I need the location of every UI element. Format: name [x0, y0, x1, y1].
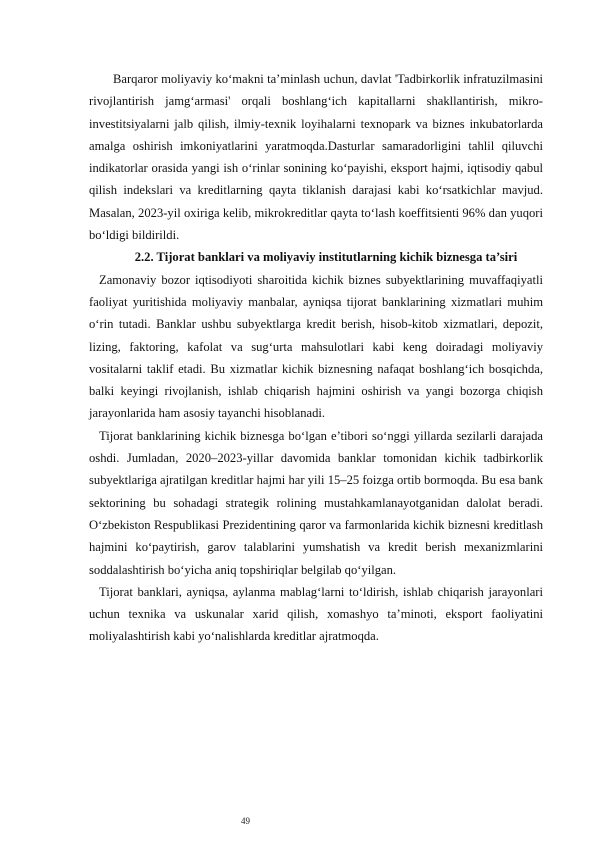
paragraph-bank-services: Zamonaviy bozor iqtisodiyoti sharoitida kichik biznes subyektlarining muvaffaqiyatli faoliyat yuritishida moliyaviy manbalar, ayniqsa tijorat banklarining xizmatlari muhim o‘rin tutadi. Banklar ushbu subyektlarga kredit berish, hisob-kitob xizmatlari, depozit, lizing, faktoring, kafolat va sug‘urta mahsulotlari kabi keng doiradagi moliyaviy vositalarni taklif etadi. Bu xizmatlar kichik biznesning nafaqat boshlang‘ich bosqichda, balki keyingi rivojlanish, ishlab chiqarish hajmini oshirish va yangi bozorga chiqish jarayonlarida ham asosiy tayanchi hisoblanadi. — [89, 272, 543, 421]
section-heading: 2.2. Tijorat banklari va moliyaviy institutlarning kichik biznesga ta’siri — [134, 250, 518, 265]
paragraph-bank-attention: Tijorat banklarining kichik biznesga bo‘lgan e’tibori so‘nggi yillarda sezilarli darajada oshdi. Jumladan, 2020–2023-yillar davomida banklar tomonidan kichik tadbirkorlik subyektlariga ajratilgan kreditlar hajmi har yili 15–25 foizga ortib bormoqda. Bu esa bank sektorining bu sohadagi strategik rolining mustahkamlanayotganidan dalolat beradi. O‘zbekiston Respublikasi Prezidentining qaror va farmonlarida kichik biznesni kreditlash hajmini ko‘paytirish, garov talablarini yumshatish va kredit berish mexanizmlarini soddalashtirish bo‘yicha aniq topshiriqlar belgilab qo‘yilgan. — [89, 428, 543, 577]
page-number-text: 49 — [241, 816, 250, 826]
paragraph-bank-credits: Tijorat banklari, ayniqsa, aylanma mablag‘larni to‘ldirish, ishlab chiqarish jarayonlari uchun texnika va uskunalar xarid qilish, xomashyo ta’minoti, eksport faoliyatini moliyalashtirish kabi yo‘nalishlarda kreditlar ajratmoqda. — [89, 584, 543, 644]
page-number — [0, 816, 595, 826]
paragraph-financial-support: Barqaror moliyaviy ko‘makni ta’minlash uchun, davlat 'Tadbirkorlik infratuzilmasini rivojlantirish jamg‘armasi' orqali boshlang‘ich kapitallarni shakllantirish, mikro-investitsiyalarni jalb qilish, ilmiy-texnik loyihalarni texnopark va biznes inkubatorlarda amalga oshirish imkoniyatlarini yaratmoqda.Dasturlar samaradorligini tahlil qiluvchi indikatorlar orasida yangi ish o‘rinlar sonining ko‘payishi, eksport hajmi, iqtisodiy qabul qilish indekslari va kreditlarning qayta tiklanish darajasi kabi ko‘rsatkichlar mavjud. Masalan, 2023-yil oxiriga kelib, mikrokreditlar qayta to‘lash koeffitsienti 96% dan yuqori bo‘ldigi bildirildi. — [89, 72, 543, 243]
document-page — [89, 68, 543, 648]
